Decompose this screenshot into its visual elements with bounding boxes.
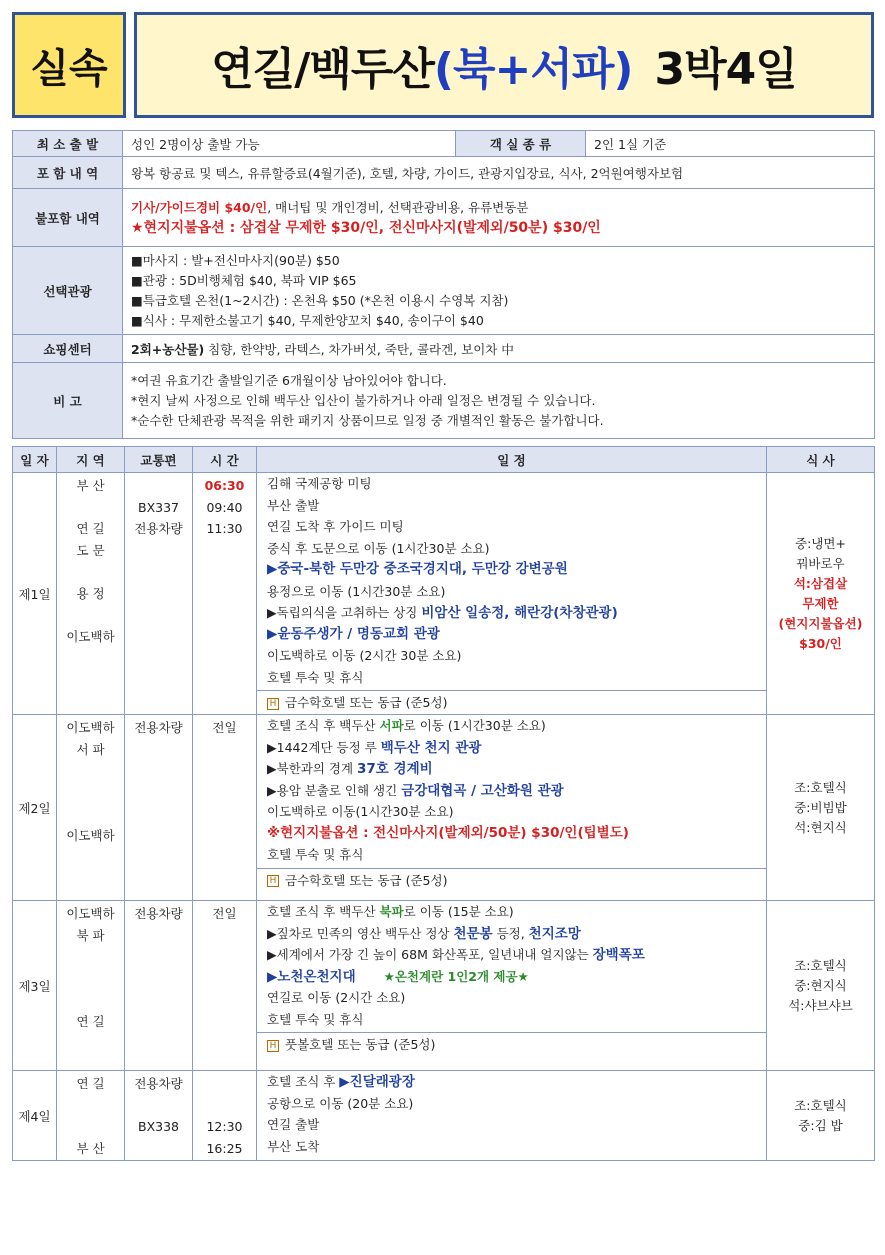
table-row [13, 901, 875, 1071]
itinerary-highlight: 37호 경계비 [357, 761, 433, 777]
meal: 석:샤브샤브 [788, 997, 853, 1013]
remarks-label: 비 고 [13, 363, 123, 439]
transport: 전용차량 [134, 1076, 183, 1091]
time [193, 1095, 256, 1117]
excluded-value [123, 189, 875, 247]
itinerary-line: 이도백하로 이동(1시간30분 소요) [267, 804, 454, 819]
itinerary-highlight: 천문봉 [453, 925, 493, 942]
transport-cell [125, 715, 193, 901]
hotel-icon: H [267, 698, 279, 710]
itinerary-highlight: ▶윤동주생가 / 명동교회 관광 [267, 625, 440, 642]
excluded-rest: , 매너팁 및 개인경비, 선택관광비용, 유류변동분 [267, 199, 529, 215]
itinerary-line: 호텔 투숙 및 휴식 [267, 1011, 364, 1027]
region: 이도백하 [66, 628, 115, 644]
meal-option: 무제한 [802, 595, 839, 611]
title-duration: 3박4일 [654, 44, 797, 95]
time: 11:30 [206, 521, 243, 536]
itinerary-line [257, 966, 766, 988]
region: 연 길 [76, 1013, 105, 1029]
meal-cell [767, 473, 875, 715]
itinerary-highlight: 백두산 천지 관광 [380, 739, 482, 756]
room-type-value: 2인 1실 기준 [586, 131, 875, 157]
meal: 중:비빔밥 [794, 799, 847, 815]
time-cell [193, 473, 257, 715]
col-header-time: 시 간 [193, 447, 257, 473]
time: 06:30 [204, 478, 245, 493]
optional-item: ■특급호텔 온천(1~2시간) : 온천욕 $50 (*온천 이용시 수영복 지참) [131, 292, 509, 308]
min-departure-label: 최 소 출 발 [13, 131, 123, 157]
itinerary-line: 호텔 투숙 및 휴식 [267, 669, 364, 685]
time: 전일 [212, 906, 237, 921]
optional-tour-list [123, 247, 875, 335]
room-type-label: 객 실 종 류 [456, 131, 586, 157]
region [57, 989, 124, 1011]
meal: 중:김 밥 [798, 1117, 843, 1133]
included-value: 왕복 항공료 및 텍스, 유류할증료(4월기준), 호텔, 차량, 가이드, 관광지입장료, 식사, 2억원여행자보험 [123, 157, 875, 189]
region [57, 968, 124, 990]
optional-tour-label: 선택관광 [13, 247, 123, 335]
itinerary-text: 로 이동 (15분 소요) [403, 904, 514, 919]
time [193, 1073, 256, 1095]
itinerary-line: 용정으로 이동 (1시간30분 소요) [267, 583, 446, 599]
itinerary-text: 등정, [492, 925, 529, 941]
itinerary-highlight: ▶노천온천지대 [267, 968, 356, 985]
itinerary-text: ▶용암 분출로 인해 생긴 [267, 782, 402, 798]
itinerary-line: 연길로 이동 (2시간 소요) [267, 990, 406, 1005]
region: 부 산 [76, 1140, 105, 1156]
transport [125, 475, 192, 497]
itinerary-line: 연길 도착 후 가이드 미팅 [267, 519, 404, 534]
region: 서 파 [76, 741, 105, 757]
schedule-table [12, 446, 875, 1161]
time-cell [193, 715, 257, 901]
optional-item: ■마사지 : 발+전신마사지(90분) $50 [131, 252, 340, 268]
day-label: 제3일 [13, 901, 57, 1071]
region-cell [57, 715, 125, 901]
transport [125, 1138, 192, 1160]
itinerary-text: ▶세계에서 가장 긴 높이 68M 화산폭포, 일년내내 얼지않는 [267, 947, 593, 962]
itinerary-text: ▶짚차로 민족의 영산 백두산 정상 [267, 925, 454, 941]
col-header-region: 지 역 [57, 447, 125, 473]
itinerary-text: 호텔 조식 후 백두산 [267, 904, 380, 919]
region-cell [57, 901, 125, 1071]
table-row [13, 1071, 875, 1161]
itinerary-line [257, 715, 766, 737]
remark-item: *순수한 단체관광 목적을 위한 패키지 상품이므로 일정 중 개별적인 활동은 불가합니다. [131, 412, 604, 428]
col-header-itinerary: 일 정 [257, 447, 767, 473]
title-route: (북+서파) [433, 44, 633, 95]
itinerary-text: ▶1442계단 등정 루 [267, 739, 381, 755]
region: 북 파 [76, 927, 105, 943]
region [57, 561, 124, 583]
included-label: 포 함 내 역 [13, 157, 123, 189]
col-header-day: 일 자 [13, 447, 57, 473]
meal-cell [767, 1071, 875, 1161]
itinerary-line [257, 780, 766, 802]
region [57, 782, 124, 804]
itinerary-line: 호텔 투숙 및 휴식 [267, 847, 364, 862]
hotel-name: 금수학호텔 또는 동급 (준5성) [285, 872, 448, 888]
itinerary-line: 중식 후 도문으로 이동 (1시간30분 소요) [267, 540, 490, 556]
itinerary-line [257, 901, 766, 923]
itinerary-line [257, 923, 766, 945]
time: 16:25 [206, 1140, 243, 1156]
time: 09:40 [206, 499, 243, 515]
page-title [134, 12, 874, 118]
day-label: 제4일 [13, 1071, 57, 1161]
itinerary-highlight: ▶진달래광장 [339, 1074, 415, 1090]
itinerary-text: 호텔 조식 후 [267, 1074, 340, 1089]
shopping-items: 침향, 한약방, 라텍스, 차가버섯, 죽탄, 콜라겐, 보이차 中 [204, 341, 514, 357]
shopping-count: 2회+농산물) [131, 341, 205, 357]
time: 전일 [212, 720, 237, 735]
itinerary-cell [257, 1071, 767, 1161]
table-row [13, 715, 875, 901]
optional-item: ■관광 : 5D비행체험 $40, 북파 VIP $65 [131, 272, 357, 288]
region [57, 497, 124, 519]
itinerary-highlight: 비암산 일송정, 해란강(차창관광) [421, 605, 618, 621]
shopping-value [123, 335, 875, 363]
day-label: 제2일 [13, 715, 57, 901]
meal: 석:현지식 [794, 819, 847, 835]
itinerary-highlight: 북파 [379, 904, 404, 919]
itinerary-line [257, 758, 766, 780]
itinerary-text: ▶독립의식을 고취하는 상징 [267, 605, 422, 620]
meal-cell [767, 901, 875, 1071]
meal: 조:호텔식 [794, 779, 847, 795]
itinerary-highlight: 장백폭포 [592, 947, 645, 963]
remark-item: *현지 날씨 사정으로 인해 백두산 입산이 불가하거나 아래 일정은 변경될 수 있습니다. [131, 392, 596, 408]
day-label: 제1일 [13, 473, 57, 715]
region [57, 760, 124, 782]
remark-item: *여권 유효기간 출발일기준 6개월이상 남아있어야 합니다. [131, 372, 447, 388]
hotel-name: 금수학호텔 또는 동급 (준5성) [285, 695, 448, 710]
excluded-label: 불포함 내역 [13, 189, 123, 247]
flight-number: BX337 [138, 499, 179, 515]
itinerary-text: ▶북한과의 경계 [267, 761, 358, 776]
region: 용 정 [76, 585, 105, 601]
local-payment-option: ★현지지불옵션 : 삼겹살 무제한 $30/인, 전신마사지(발제외/50분) $30/인 [131, 219, 601, 236]
itinerary-line: 부산 도착 [267, 1138, 320, 1154]
hotel-name: 풋볼호텔 또는 동급 (준5성) [285, 1037, 436, 1052]
region-cell [57, 1071, 125, 1161]
hotel-icon: H [267, 1040, 279, 1052]
transport-cell [125, 473, 193, 715]
table-row [13, 473, 875, 715]
region: 연 길 [76, 1076, 105, 1091]
transport-cell [125, 1071, 193, 1161]
product-badge: 실속 [12, 12, 126, 118]
region-cell [57, 473, 125, 715]
itinerary-text: 로 이동 (1시간30분 소요) [403, 718, 546, 733]
hotel-line [257, 690, 766, 714]
transport: 전용차량 [134, 521, 183, 536]
meal: 중:현지식 [794, 977, 847, 993]
itinerary-line [257, 737, 766, 759]
region: 도 문 [76, 542, 105, 558]
region: 부 산 [76, 478, 105, 493]
info-table [12, 130, 875, 439]
itinerary-line [257, 944, 766, 966]
time: 12:30 [206, 1119, 243, 1134]
itinerary-text: 호텔 조식 후 백두산 [267, 718, 380, 733]
transport-cell [125, 901, 193, 1071]
meal: 조:호텔식 [794, 957, 847, 973]
itinerary-line: 연길 출발 [267, 1117, 320, 1132]
shopping-label: 쇼핑센터 [13, 335, 123, 363]
time-cell [193, 901, 257, 1071]
itinerary-highlight: 서파 [379, 718, 404, 733]
guide-fee: 기사/가이드경비 $40/인 [131, 199, 268, 215]
transport [125, 1095, 192, 1117]
region: 연 길 [76, 521, 105, 536]
region [57, 1116, 124, 1138]
itinerary-line [257, 1071, 766, 1093]
itinerary-line: 김해 국제공항 미팅 [267, 476, 372, 491]
itinerary-line: 이도백하로 이동 (2시간 30분 소요) [267, 648, 462, 663]
time-cell [193, 1071, 257, 1161]
hotel-line [257, 1032, 766, 1056]
remarks-list [123, 363, 875, 439]
hotel-icon: H [267, 875, 279, 887]
itinerary-line: 부산 출발 [267, 497, 320, 513]
meal: 꿔바로우 [796, 555, 845, 571]
transport: 전용차량 [134, 906, 183, 921]
col-header-meals: 식 사 [767, 447, 875, 473]
itinerary-line: 공항으로 이동 (20분 소요) [267, 1095, 414, 1111]
itinerary-line [257, 602, 766, 624]
itinerary-cell [257, 715, 767, 901]
region: 이도백하 [66, 906, 115, 921]
itinerary-highlight: 천지조망 [528, 925, 581, 942]
itinerary-cell [257, 473, 767, 715]
meal: 중:냉면+ [795, 535, 846, 551]
meal: 조:호텔식 [794, 1097, 847, 1113]
itinerary-highlight: 금강대협곡 / 고산화원 관광 [401, 782, 564, 799]
meal-option: $30/인 [799, 635, 842, 651]
region [57, 946, 124, 968]
title-destination: 연길/백두산 [211, 44, 434, 95]
optional-item: ■식사 : 무제한소불고기 $40, 무제한양꼬치 $40, 송이구이 $40 [131, 312, 484, 328]
hotel-line [257, 868, 766, 892]
region [57, 604, 124, 626]
region [57, 1095, 124, 1117]
meal-cell [767, 715, 875, 901]
region [57, 803, 124, 825]
flight-number: BX338 [138, 1119, 179, 1134]
itinerary-highlight: ★온천계란 1인2개 제공★ [383, 968, 529, 984]
itinerary-option: ※현지지불옵션 : 전신마사지(발제외/50분) $30/인(팁별도) [267, 824, 629, 841]
region: 이도백하 [66, 827, 115, 843]
region: 이도백하 [66, 720, 115, 735]
meal-option: 석:삼겹살 [793, 575, 848, 591]
meal-option: (현지지불옵션) [778, 615, 863, 631]
transport: 전용차량 [134, 720, 183, 735]
itinerary-highlight: ▶중국-북한 두만강 중조국경지대, 두만강 강변공원 [267, 561, 568, 577]
col-header-transport: 교통편 [125, 447, 193, 473]
itinerary-cell [257, 901, 767, 1071]
min-departure-value: 성인 2명이상 출발 가능 [123, 131, 456, 157]
